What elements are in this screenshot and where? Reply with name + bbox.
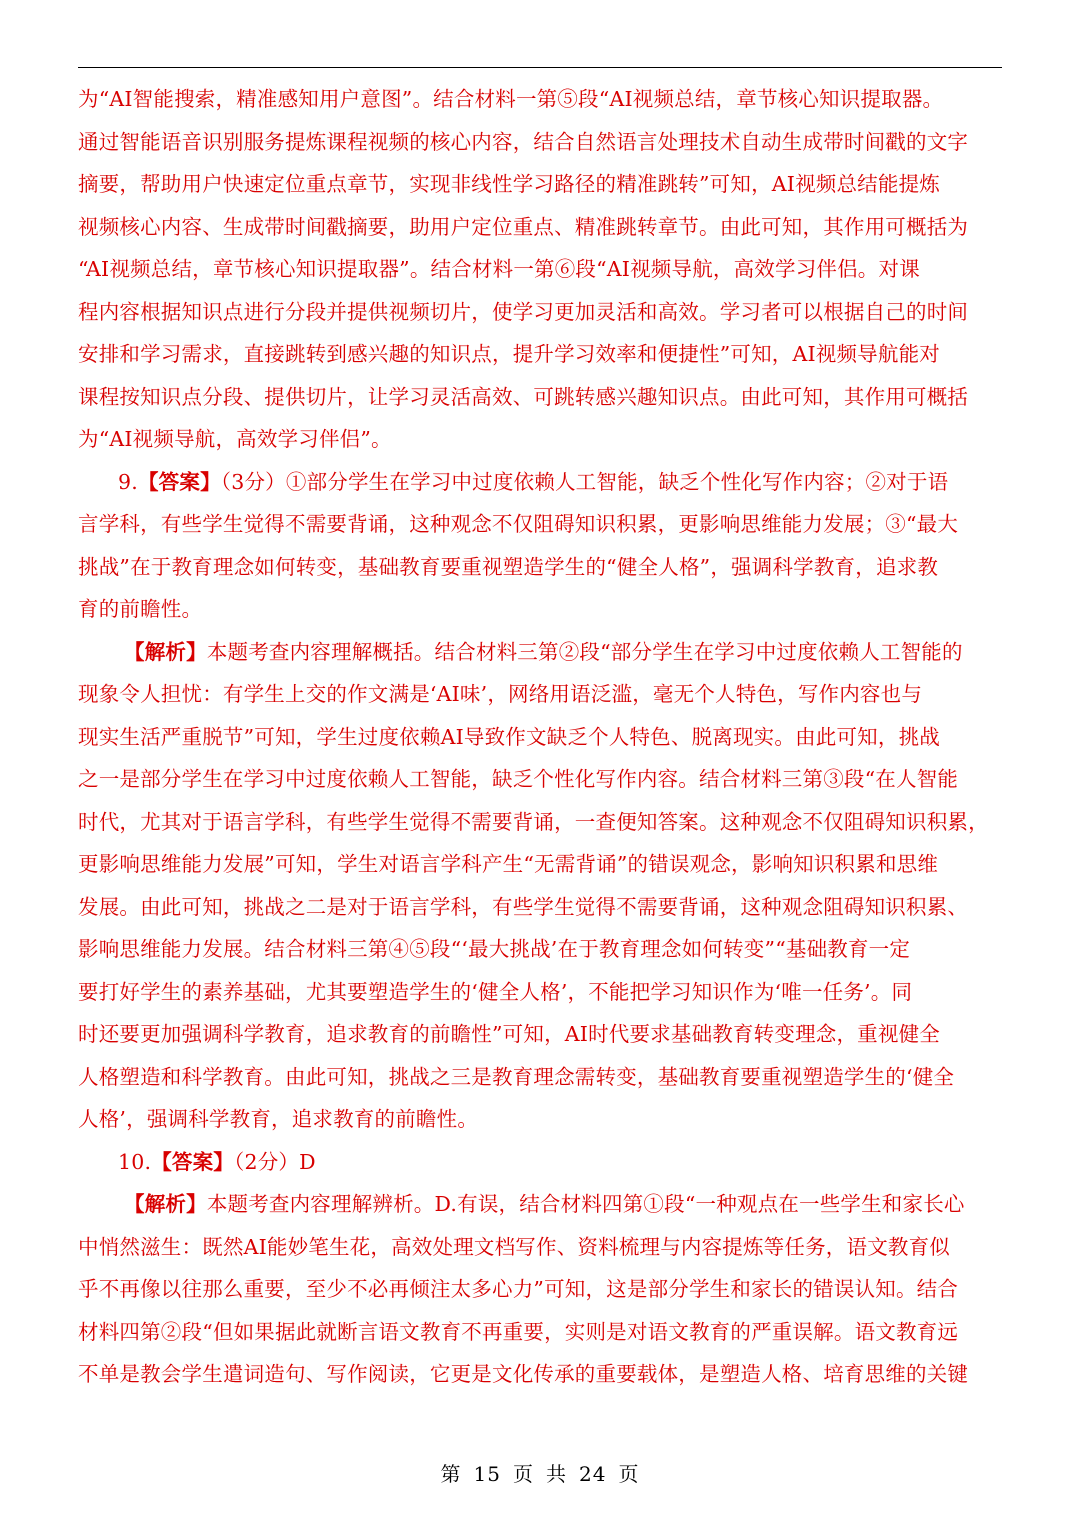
answer-tag: 【答案】 — [137, 469, 221, 494]
text-line: 为“AI视频导航，高效学习伴侣”。 — [78, 427, 392, 451]
q10-analysis-first-line — [78, 1183, 1004, 1226]
analysis-text: 本题考查内容理解辨析。D.有误，结合材料四第①段“一种观点在一些学生和家长心 — [206, 1192, 965, 1216]
text-line: 中悄然滋生：既然AI能妙笔生花，高效处理文档写作、资料梳理与内容提炼等任务，语文教育似 — [78, 1234, 950, 1259]
q9-block — [78, 461, 1004, 1141]
text-line: 现象令人担忧：有学生上交的作文满是‘AI味’，网络用语泛滥，毫无个人特色，写作内容也与 — [78, 682, 923, 706]
text-line: 摘要，帮助用户快速定位重点章节，实现非线性学习路径的精准跳转”可知，AI视频总结能提炼 — [78, 172, 940, 196]
footer-total-word: 共 — [546, 1462, 567, 1486]
text-line: 不单是教会学生遣词造句、写作阅读，它更是文化传承的重要载体，是塑造人格、培育思维的关键 — [78, 1362, 969, 1386]
text-line: 程内容根据知识点进行分段并提供视频切片，使学习更加灵活和高效。学习者可以根据自己的时间 — [78, 299, 969, 324]
analysis-tag: 【解析】 — [124, 1192, 207, 1216]
page-number: 15 — [473, 1462, 501, 1486]
answer-text: （3分）①部分学生在学习中过度依赖人工智能，缺乏个性化写作内容；②对于语 — [220, 469, 949, 494]
text-line: 人格’，强调科学教育，追求教育的前瞻性。 — [78, 1107, 479, 1131]
text-line: 更影响思维能力发展”可知，学生对语言学科产生“无需背诵”的错误观念，影响知识积累和思维 — [78, 852, 939, 876]
text-line: 为“AI智能搜索，精准感知用户意图”。结合材料一第⑤段“AI视频总结，章节核心知识提取器。 — [78, 87, 944, 111]
page-total: 24 — [579, 1462, 607, 1486]
text-line: 育的前瞻性。 — [78, 597, 203, 621]
text-line: 乎不再像以往那么重要，至少不必再倾注太多心力”可知，这是部分学生和家长的错误认知。结合 — [78, 1277, 959, 1301]
text-line: 材料四第②段“但如果据此就断言语文教育不再重要，实则是对语文教育的严重误解。语文教育远 — [78, 1319, 959, 1344]
q10-answer-line — [78, 1141, 1004, 1184]
q10-block — [78, 1141, 1004, 1396]
text-line: 挑战”在于教育理念如何转变，基础教育要重视塑造学生的“健全人格”，强调科学教育，追求教 — [78, 554, 939, 579]
text-line: “AI视频总结，章节核心知识提取器”。结合材料一第⑥段“AI视频导航，高效学习伴侣。对课 — [78, 257, 920, 281]
text-line: 时还要更加强调科学教育，追求教育的前瞻性”可知，AI时代要求基础教育转变理念，重视健全 — [78, 1022, 940, 1046]
footer-suffix: 页 — [618, 1462, 640, 1486]
text-line: 通过智能语音识别服务提炼课程视频的核心内容，结合自然语言处理技术自动生成带时间戳的文字 — [78, 129, 969, 154]
text-line: 影响思维能力发展。结合材料三第④⑤段“‘最大挑战’在于教育理念如何转变”“基础教育一定 — [78, 937, 911, 961]
footer-page-word: 页 — [513, 1462, 534, 1486]
document-body — [78, 78, 1004, 1396]
header-rule — [78, 67, 1002, 68]
text-line: 课程按知识点分段、提供切片，让学习灵活高效、可跳转感兴趣知识点。由此可知，其作用可概括 — [78, 384, 969, 409]
question-number: 9. — [118, 469, 138, 494]
q9-analysis-first-line — [78, 631, 1004, 674]
text-line: 人格塑造和科学教育。由此可知，挑战之三是教育理念需转变，基础教育要重视塑造学生的‘健全 — [78, 1064, 955, 1089]
text-line: 安排和学习需求，直接跳转到感兴趣的知识点，提升学习效率和便捷性”可知，AI视频导航能对 — [78, 342, 940, 366]
page-footer — [0, 1458, 1080, 1487]
text-line: 视频核心内容、生成带时间戳摘要，助用户定位重点、精准跳转章节。由此可知，其作用可概括为 — [78, 214, 969, 239]
q8-analysis-continuation — [78, 78, 1004, 461]
q9-answer-first-line — [78, 461, 1004, 504]
question-number: 10. — [118, 1149, 152, 1174]
text-line: 时代，尤其对于语言学科，有些学生觉得不需要背诵，一查便知答案。这种观念不仅阻碍知识积累， — [78, 809, 989, 834]
text-line: 发展。由此可知，挑战之二是对于语言学科，有些学生觉得不需要背诵，这种观念阻碍知识积累、 — [78, 894, 969, 919]
text-line: 要打好学生的素养基础，尤其要塑造学生的‘健全人格’，不能把学习知识作为‘唯一任务’。同 — [78, 979, 913, 1004]
text-line: 现实生活严重脱节”可知，学生过度依赖AI导致作文缺乏个人特色、脱离现实。由此可知，挑战 — [78, 724, 940, 749]
footer-prefix: 第 — [440, 1462, 462, 1486]
analysis-tag: 【解析】 — [124, 639, 207, 664]
text-line: 之一是部分学生在学习中过度依赖人工智能，缺乏个性化写作内容。结合材料三第③段“在人智能 — [78, 767, 959, 791]
text-line: 言学科，有些学生觉得不需要背诵，这种观念不仅阻碍知识积累，更影响思维能力发展；③“最大 — [78, 512, 959, 536]
analysis-text: 本题考查内容理解概括。结合材料三第②段“部分学生在学习中过度依赖人工智能的 — [206, 639, 963, 664]
answer-text: （2分）D — [234, 1149, 316, 1174]
answer-tag: 【答案】 — [151, 1149, 235, 1174]
